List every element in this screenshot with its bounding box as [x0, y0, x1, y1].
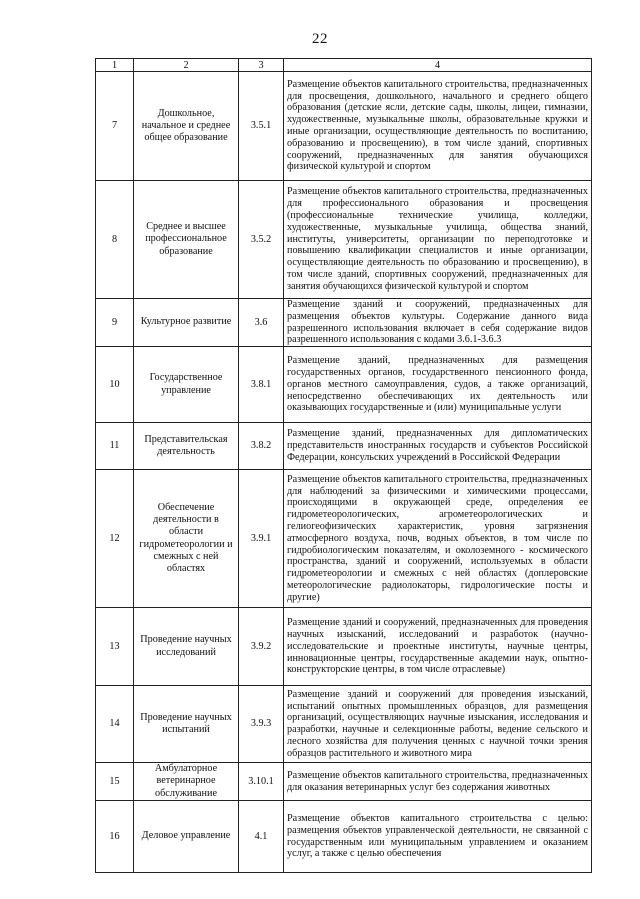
land-use-table	[95, 58, 592, 873]
use-type-name: Обеспечение деятельности в области гидрометеорологии и смежных с ней областях	[134, 470, 239, 608]
row-number: 7	[96, 72, 134, 181]
use-type-code: 3.9.1	[239, 470, 284, 608]
use-type-description: Размещение объектов капитального строительства с целью: размещения объектов управленческой деятельности, не связанной с государственным или муниципальным управлением и оказанием услуг, а также с целью обеспечения	[284, 801, 592, 873]
header-col-2: 2	[134, 59, 239, 72]
table-row	[96, 801, 592, 873]
use-type-description: Размещение объектов капитального строительства, предназначенных для наблюдений за физическими и химическими процессами, происходящими в окружающей среде, определения ее гидрометеорологических, агрометеорологических и гелиогеофизических характеристик, уровня загрязнения атмосферного воздуха, почв, водных объектов, в том числе по гидробиологическим показателям, и околоземного - космического пространства, зданий и сооружений, используемых в области гидрометеорологии и смежных с ней областях (доплеровские метеорологические радиолокаторы, гидрологические посты и другие)	[284, 470, 592, 608]
table-row	[96, 181, 592, 299]
use-type-description: Размещение зданий и сооружений, предназначенных для размещения объектов культуры. Содержание данного вида разрешенного использования включает в себя содержание видов разрешенного использования с кодами 3.6.1-3.6.3	[284, 299, 592, 347]
row-number: 11	[96, 423, 134, 470]
table-row	[96, 347, 592, 423]
table-row	[96, 72, 592, 181]
header-col-4: 4	[284, 59, 592, 72]
table-row	[96, 686, 592, 763]
use-type-description: Размещение объектов капитального строительства, предназначенных для профессионального образования и просвещения (профессиональные технические училища, колледжи, художественные, музыкальные училища, общества знаний, институты, университеты, организации по переподготовке и повышению квалификации специалистов и иные организации, осуществляющие деятельность по образованию и просвещению), в том числе зданий, спортивных сооружений, предназначенных для занятия обучающихся физической культурой и спортом	[284, 181, 592, 299]
use-type-description: Размещение зданий, предназначенных для дипломатических представительств иностранных государств и субъектов Российской Федерации, консульских учреждений в Российской Федерации	[284, 423, 592, 470]
use-type-code: 3.9.3	[239, 686, 284, 763]
use-type-description: Размещение зданий, предназначенных для размещения государственных органов, государственного пенсионного фонда, органов местного самоуправления, судов, а также организаций, непосредственно обеспечивающих их деятельность или оказывающих государственные и (или) муниципальные услуги	[284, 347, 592, 423]
table-row	[96, 763, 592, 801]
use-type-name: Представительская деятельность	[134, 423, 239, 470]
header-col-3: 3	[239, 59, 284, 72]
use-type-name: Деловое управление	[134, 801, 239, 873]
row-number: 14	[96, 686, 134, 763]
use-type-description: Размещение объектов капитального строительства, предназначенных для оказания ветеринарных услуг без содержания животных	[284, 763, 592, 801]
row-number: 9	[96, 299, 134, 347]
use-type-name: Культурное развитие	[134, 299, 239, 347]
use-type-code: 3.8.2	[239, 423, 284, 470]
table-row	[96, 423, 592, 470]
row-number: 13	[96, 608, 134, 686]
use-type-name: Проведение научных испытаний	[134, 686, 239, 763]
use-type-description: Размещение зданий и сооружений для проведения изысканий, испытаний опытных промышленных образцов, для размещения организаций, осуществляющих научные изыскания, исследования и разработки, научные и селекционные работы, ведение сельского и лесного хозяйства для получения ценных с научной точки зрения образцов растительного и животного мира	[284, 686, 592, 763]
row-number: 12	[96, 470, 134, 608]
header-col-1: 1	[96, 59, 134, 72]
use-type-code: 3.6	[239, 299, 284, 347]
use-type-description: Размещение зданий и сооружений, предназначенных для проведения научных изысканий, исследований и разработок (научно-исследовательские и проектные институты, научные центры, инновационные центры, государственные академии наук, опытно-конструкторские центры, в том числе отраслевые)	[284, 608, 592, 686]
use-type-code: 3.5.1	[239, 72, 284, 181]
table-row	[96, 470, 592, 608]
row-number: 8	[96, 181, 134, 299]
use-type-code: 3.10.1	[239, 763, 284, 801]
use-type-code: 3.9.2	[239, 608, 284, 686]
use-type-name: Среднее и высшее профессиональное образование	[134, 181, 239, 299]
table-row	[96, 299, 592, 347]
use-type-code: 3.5.2	[239, 181, 284, 299]
table-row	[96, 608, 592, 686]
use-type-code: 3.8.1	[239, 347, 284, 423]
row-number: 16	[96, 801, 134, 873]
row-number: 10	[96, 347, 134, 423]
use-type-name: Государственное управление	[134, 347, 239, 423]
use-type-name: Дошкольное, начальное и среднее общее образование	[134, 72, 239, 181]
page-number: 22	[312, 31, 328, 47]
use-type-name: Амбулаторное ветеринарное обслуживание	[134, 763, 239, 801]
table-header-row	[96, 59, 592, 72]
row-number: 15	[96, 763, 134, 801]
use-type-description: Размещение объектов капитального строительства, предназначенных для просвещения, дошкольного, начального и среднего общего образования (детские ясли, детские сады, школы, лицеи, гимназии, художественные, музыкальные школы, образовательные кружки и иные организации, осуществляющие деятельность по воспитанию, образованию и просвещению), в том числе зданий, спортивных сооружений, предназначенных для занятия обучающихся физической культурой и спортом	[284, 72, 592, 181]
use-type-code: 4.1	[239, 801, 284, 873]
use-type-name: Проведение научных исследований	[134, 608, 239, 686]
